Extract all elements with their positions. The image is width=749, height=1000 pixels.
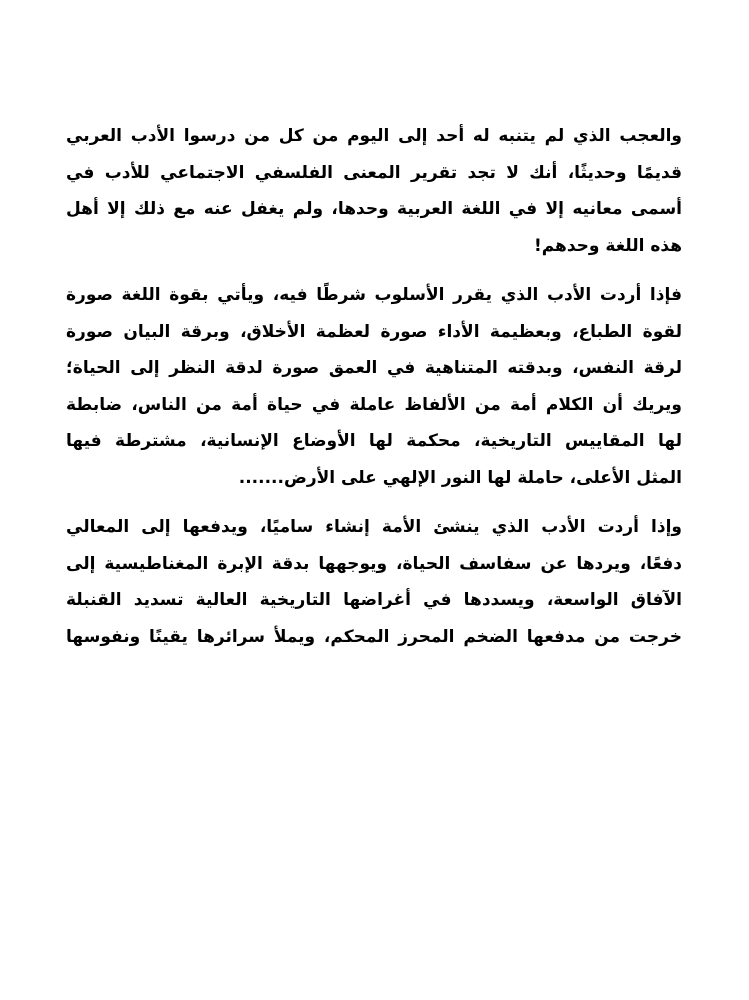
text-line: ويريك أن الكلام أمة من الألفاظ عاملة في حياة أمة من الناس، ضابطة bbox=[66, 394, 682, 415]
paragraph-3 bbox=[66, 509, 682, 655]
text-line: قديمًا وحديثًا، أنك لا تجد تقرير المعنى الفلسفي الاجتماعي للأدب في bbox=[66, 162, 682, 183]
text-line: هذه اللغة وحدهم! bbox=[533, 235, 682, 256]
text-line: المثل الأعلى، حاملة لها النور الإلهي على الأرض....... bbox=[238, 467, 682, 488]
text-line: أسمى معانيه إلا في اللغة العربية وحدها، ولم يغفل عنه مع ذلك إلا أهل bbox=[66, 199, 682, 219]
text-line: لرقة النفس، وبدقته المتناهية في العمق صورة لدقة النظر إلى الحياة؛ bbox=[66, 358, 682, 378]
document-page bbox=[66, 118, 682, 668]
paragraph-1 bbox=[66, 118, 682, 264]
text-line: خرجت من مدفعها الضخم المحرز المحكم، ويملأ سرائرها يقينًا ونفوسها bbox=[66, 626, 682, 647]
text-line: دفعًا، ويردها عن سفاسف الحياة، ويوجهها بدقة الإبرة المغناطيسية إلى bbox=[66, 553, 682, 574]
text-line: فإذا أردت الأدب الذي يقرر الأسلوب شرطًا فيه، ويأتي بقوة اللغة صورة bbox=[66, 285, 682, 305]
text-line: والعجب الذي لم يتنبه له أحد إلى اليوم من كل من درسوا الأدب العربي bbox=[66, 126, 682, 146]
text-line: وإذا أردت الأدب الذي ينشئ الأمة إنشاء ساميًا، ويدفعها إلى المعالي bbox=[66, 517, 682, 537]
text-line: لقوة الطباع، وبعظيمة الأداء صورة لعظمة الأخلاق، وبرقة البيان صورة bbox=[66, 321, 682, 342]
paragraph-2 bbox=[66, 277, 682, 496]
text-line: لها المقاييس التاريخية، محكمة لها الأوضاع الإنسانية، مشترطة فيها bbox=[66, 431, 682, 451]
text-line: الآفاق الواسعة، ويسددها في أغراضها التاريخية العالية تسديد القنبلة bbox=[66, 590, 682, 610]
